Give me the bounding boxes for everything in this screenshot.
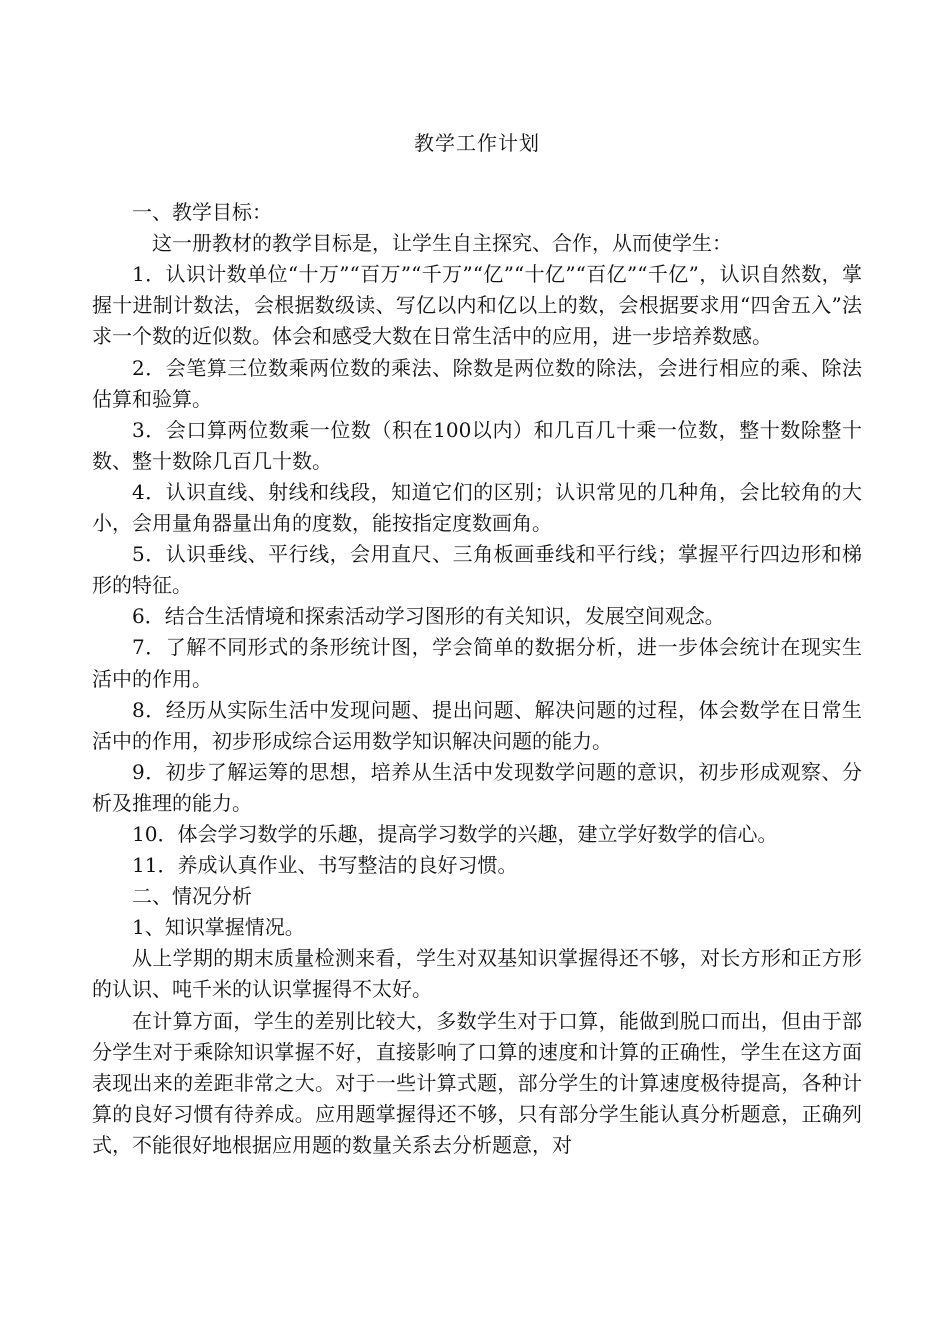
goal-item-10: 10．体会学习数学的乐趣，提高学习数学的兴趣，建立学好数学的信心。 xyxy=(132,821,778,846)
goal-item-7: 7．了解不同形式的条形统计图，学会简单的数据分析，进一步体会统计在现实生活中的作用。 xyxy=(92,635,862,691)
section-heading-analysis: 二、情况分析 xyxy=(132,884,252,909)
goal-item-6: 6．结合生活情境和探索活动学习图形的有关知识，发展空间观念。 xyxy=(132,604,725,629)
goal-item-3: 3．会口算两位数乘一位数（积在100以内）和几百几十乘一位数，整十数除整十数、整十数除几百几十数。 xyxy=(92,417,862,473)
document-title: 教学工作计划 xyxy=(414,131,540,155)
section-heading-goals: 一、教学目标： xyxy=(132,200,272,225)
goal-item-4: 4．认识直线、射线和线段，知道它们的区别；认识常见的几种角，会比较角的大小，会用量角器量出角的度数，能按指定度数画角。 xyxy=(92,479,862,536)
goal-item-2: 2．会笔算三位数乘两位数的乘法、除数是两位数的除法，会进行相应的乘、除法估算和验算。 xyxy=(92,355,862,411)
goal-item-5: 5．认识垂线、平行线，会用直尺、三角板画垂线和平行线；掌握平行四边形和梯形的特征。 xyxy=(92,542,862,598)
analysis-paragraph-1: 从上学期的期末质量检测来看，学生对双基知识掌握得还不够，对长方形和正方形的认识、吨千米的认识掌握得不太好。 xyxy=(92,946,862,1002)
goal-item-9: 9．初步了解运筹的思想，培养从生活中发现数学问题的意识，初步形成观察、分析及推理的能力。 xyxy=(92,759,862,815)
goal-item-11: 11．养成认真作业、书写整洁的良好习惯。 xyxy=(132,853,518,878)
goals-intro: 这一册教材的教学目标是，让学生自主探究、合作，从而使学生： xyxy=(152,231,732,256)
goal-item-8: 8．经历从实际生活中发现问题、提出问题、解决问题的过程，体会数学在日常生活中的作用，初步形成综合运用数学知识解决问题的能力。 xyxy=(92,697,862,753)
goal-item-1: 1．认识计数单位“十万”“百万”“千万”“亿”“十亿”“百亿”“千亿”，认识自然数，掌握十进制计数法，会根据数级读、写亿以内和亿以上的数，会根据要求用“四舍五入”法求一个数的近似数。体会和感受大数在日常生活中的应用，进一步培养数感。 xyxy=(92,262,862,349)
subheading-knowledge: 1、知识掌握情况。 xyxy=(132,915,305,940)
analysis-paragraph-2: 在计算方面，学生的差别比较大，多数学生对于口算，能做到脱口而出，但由于部分学生对于乘除知识掌握不好，直接影响了口算的速度和计算的正确性，学生在这方面表现出来的差距非常之大。对于一些计算式题，部分学生的计算速度极待提高，各种计算的良好习惯有待养成。应用题掌握得还不够，只有部分学生能认真分析题意，正确列式，不能很好地根据应用题的数量关系去分析题意，对 xyxy=(92,1008,862,1157)
document-page xyxy=(92,128,862,1161)
